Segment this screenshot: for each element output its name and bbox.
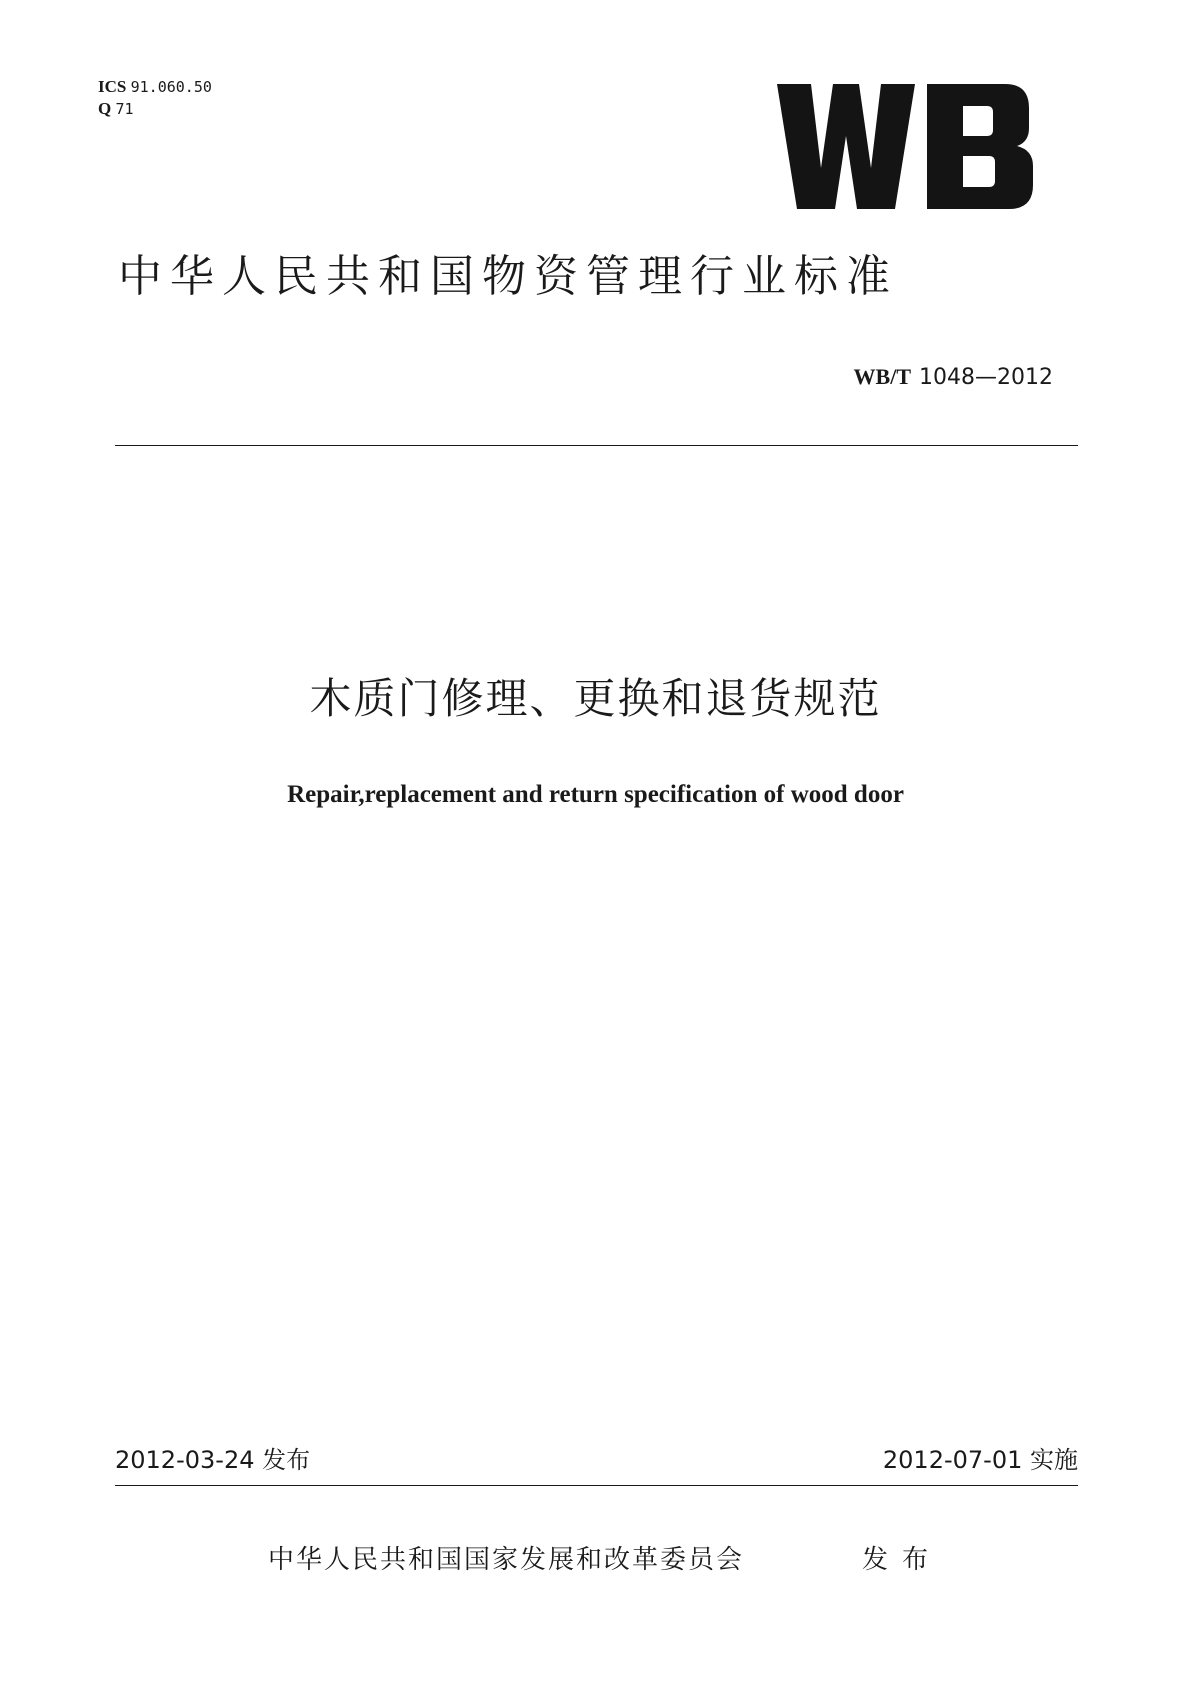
standard-number-prefix: WB/T	[853, 364, 912, 389]
ccs-code	[98, 100, 134, 117]
implementation-date: 2012-07-01 实施	[882, 1446, 1078, 1474]
footer-divider	[115, 1485, 1078, 1486]
ics-label: ICS	[98, 77, 127, 96]
issue-date: 2012-03-24 发布	[115, 1446, 311, 1474]
document-title-english: Repair,replacement and return specification of wood door	[287, 781, 904, 808]
standard-number-value: 1048—2012	[919, 365, 1053, 390]
document-title-chinese: 木质门修理、更换和退货规范	[309, 674, 882, 723]
ccs-label: Q	[98, 99, 112, 118]
ics-code	[98, 78, 212, 95]
standard-category: 中华人民共和国物资管理行业标准	[118, 251, 898, 302]
standard-number	[854, 366, 1053, 389]
issue-action: 发布	[862, 1545, 943, 1575]
wb-logo-w-letter	[777, 84, 915, 209]
issuing-authority: 中华人民共和国国家发展和改革委员会	[268, 1545, 745, 1575]
wb-logo-b-letter	[927, 84, 1033, 209]
ccs-value: 71	[115, 100, 134, 118]
wb-logo	[777, 84, 1039, 209]
ics-value: 91.060.50	[130, 78, 212, 96]
header-divider	[115, 445, 1078, 446]
